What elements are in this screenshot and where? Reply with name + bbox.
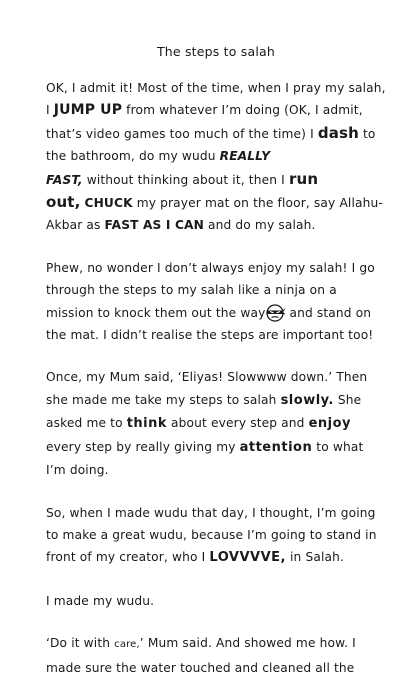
fast-as-i-can-emphasis: FAST AS I CAN <box>104 218 204 233</box>
p1-text-3: to the bathroom, do my wudu <box>46 126 376 164</box>
p6-text-2: ’ Mum said. And showed me how. I made sure the water touched and cleaned all the <box>46 636 356 675</box>
paragraph-3 <box>46 366 386 481</box>
slowly-emphasis: slowly. <box>280 392 334 408</box>
p3-text-2: She asked me to <box>46 392 362 431</box>
run-emphasis: run <box>288 169 319 188</box>
jump-up-emphasis: JUMP UP <box>53 102 123 119</box>
p2-text-2: and stand on the mat. I didn’t realise the steps are important too! <box>46 305 374 343</box>
p1-text-6: and do my salah. <box>203 218 316 233</box>
page-title: The steps to salah <box>156 44 276 59</box>
p2-text-1: Phew, no wonder I don’t always enjoy my salah! I go through the steps to my salah like a ninja on a mission to knock them out the way <box>46 260 375 320</box>
paragraph-5: I made my wudu. <box>46 593 155 608</box>
care-emphasis: care, <box>114 639 140 651</box>
p1-text-4: without thinking about it, then I <box>82 172 289 187</box>
paragraph-1 <box>46 77 386 237</box>
p1-text-2: from whatever I’m doing (OK, I admit, that’s video games too much of the time) I <box>46 103 363 141</box>
p6-text-1: ‘Do it with <box>46 636 115 651</box>
enjoy-emphasis: enjoy <box>308 416 352 432</box>
p3-text-5: to what I’m doing. <box>46 439 364 478</box>
dash-emphasis: dash <box>317 123 359 142</box>
paragraph-4 <box>46 502 386 570</box>
p4-text-1: So, when I made wudu that day, I thought, I’m going to make a great wudu, because I’m going to stand in front of my creator, who I <box>46 505 377 565</box>
paragraph-6 <box>46 632 386 679</box>
p3-text-4: every step by really giving my <box>46 439 240 454</box>
ninja-face-icon <box>265 304 285 322</box>
really-emphasis: REALLY <box>219 149 271 164</box>
p4-text-2: in Salah. <box>286 550 345 565</box>
paragraph-2 <box>46 257 386 347</box>
attention-emphasis: attention <box>239 439 313 455</box>
think-emphasis: think <box>126 416 168 432</box>
chuck-emphasis: CHUCK <box>84 196 133 211</box>
love-emphasis: LOVVVVE, <box>209 550 286 566</box>
p1-text-1: OK, I admit it! Most of the time, when I pray my salah, I <box>46 81 386 118</box>
p3-text-1: Once, my Mum said, ‘Eliyas! Slowwww down.’ Then she made me take my steps to salah <box>46 370 368 407</box>
fast-emphasis: FAST, <box>46 172 83 187</box>
p1-text-5: my prayer mat on the floor, say Allahu-Akbar as <box>46 196 383 233</box>
out-emphasis: out, <box>46 193 81 212</box>
p3-text-3: about every step and <box>167 416 309 431</box>
